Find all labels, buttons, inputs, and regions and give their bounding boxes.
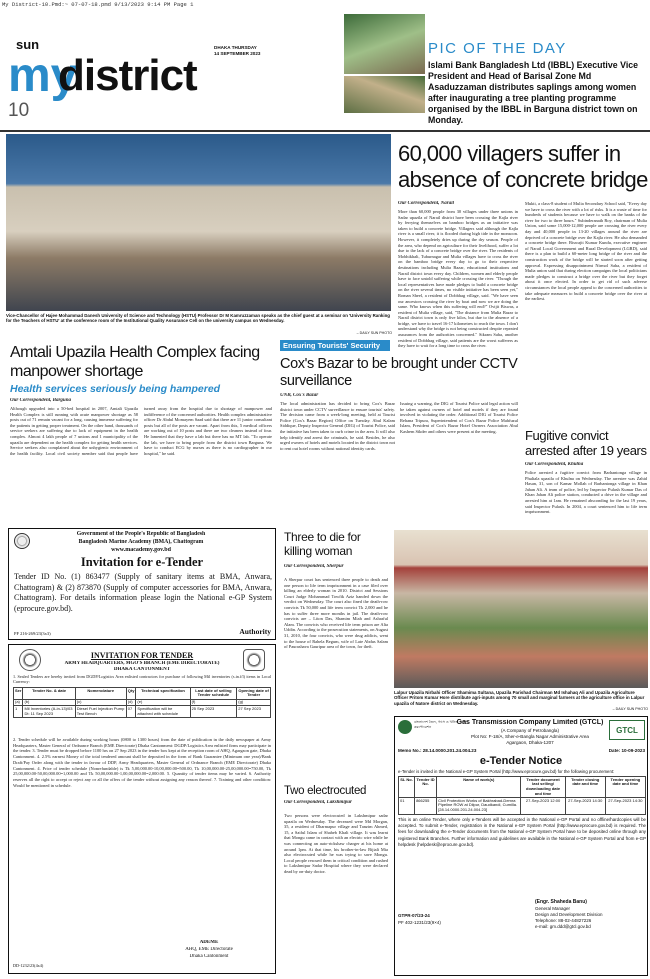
table-row xyxy=(399,798,646,814)
gtcl-td: Civil Protection Works of Bakhrabad-Demra Pipeline ROW at Dilpur, Daudkandi, Cumilla. [28.14.0000.201.24.004.23] xyxy=(437,798,521,814)
army-table-subheader xyxy=(14,699,271,706)
gtcl-signer-t2: Design and Development Division xyxy=(535,912,603,917)
gtcl-memo: Memo No.: 28.14.0000.201.24.004.23 xyxy=(398,748,477,753)
bma-ad-title: Invitation for e-Tender xyxy=(80,555,204,569)
gtcl-th: Tender ID No. xyxy=(415,777,437,798)
tourists-byline: UNB, Cox's Bazar xyxy=(280,393,319,398)
gtcl-sub: (A Company of Petrobangla) xyxy=(501,728,559,733)
gtcl-th: Tender closing date and time xyxy=(565,777,605,798)
three-die-byline: Our Correspondent, Sherpur xyxy=(284,564,344,569)
gtcl-addr-2: Agargaon, Dhaka-1207 xyxy=(506,740,554,745)
print-header: My District-10.Pmd:~ 07-07-18.pmd 9/13/2023 9:14 PM Page 1 xyxy=(2,1,194,8)
army-sign-l2: AHQ, EME Directorate xyxy=(185,947,233,952)
fugitive-byline: Our Correspondent, Khulna xyxy=(525,462,584,467)
table-row xyxy=(14,706,271,718)
army-th: Qty xyxy=(126,688,136,700)
seminar-photo xyxy=(6,134,391,311)
army-th: Last date of selling Tender schedule xyxy=(190,688,237,700)
bma-ad-l2: Bangladesh Marine Academy (BMA), Chattogram xyxy=(78,539,204,545)
gtcl-th: Tender document last selling/ downloading date and time xyxy=(521,777,565,798)
gtcl-date: Date: 10-09-2023 xyxy=(608,748,645,753)
gtcl-td: 27-Sep-2023 12:00 xyxy=(521,798,565,814)
gtcl-td: 01 xyxy=(399,798,415,814)
masthead-date-2: 14 SEPTEMBER 2023 xyxy=(214,51,261,56)
bma-ad xyxy=(8,528,276,640)
amtali-headline: Amtali Upazila Health Complex facing manpower shortage xyxy=(10,344,260,380)
army-ad-title: INVITATION FOR TENDER xyxy=(90,651,194,660)
electrocuted-body: Two persons were electrocuted in Lakshmipur sadar upazila on Wednesday. The deceased were Md Morgan, 35, a resident of Dharmapur village and Tanzim Ahmed, 15, a Saiful Islam of Shaheb Khali village. It was learnt that Mongu came in contact with an electric wire while he was connecting an auto-rickshaw charger at his home at around 1pm. At that time, his brother-in-law Bijiali Mia also electrocuted while he was trying to save Mongu. Local people rescued them in critical condition and rushed to Lakshmipur Sadar Hospital where they were declared dead by on-duty doctor. xyxy=(284,813,388,874)
army-td: (g) xyxy=(237,699,271,706)
seminar-photo-credit: – DAILY SUN PHOTO xyxy=(356,331,392,335)
agri-inputs-caption: Lalpur Upazila Nirbahi Officer Shamima Sultana, Upazila Parishad Chairman Md Ishahaq Ali and Upazila Agriculture Officer Pritom Kumar Hore distribute agri-inputs among 70 small and marginal farmers at the agriculture office in Lalpur upazila of Natore district on Wednesday. xyxy=(394,690,645,706)
army-td: (d) xyxy=(126,699,136,706)
army-th: Technical specification xyxy=(136,688,190,700)
gtcl-signer-t3: Telephone: 88-02-44827226 xyxy=(535,918,592,923)
army-ad xyxy=(8,644,276,974)
page-number: 10 xyxy=(8,100,30,121)
bma-ad-body: Tender ID No. (1) 863477 (Supply of sanitary items at BMA, Anwara, Chattogram) & (2) 873870 (Supply of computer accessories for BMA, Anwara, Chattogram). For details information please login the National e-GP System (eprocure.gov.bd). xyxy=(14,572,272,613)
fugitive-body: Police arrested a fugitive convict from Barhantonga village in Phultala upazila of Khulna on Wednesday. The arrestee was Zahid Hasan, 31, son of Kamar Mollah of Barhantonga village in Khan Jahan Ali. A team of police, led by Inspector Pulash Kumar Das of Khan Jahan Ali police station, conducted a drive in the village and arrested him at 1am. He remained absconding for the last 19 years, said Inspector Pulash. In 2004, a court sentenced him to life term imprisonment. xyxy=(525,470,647,515)
masthead-my: my xyxy=(8,50,78,102)
bma-ad-ref: PF 216-269/23(3x3) xyxy=(14,631,51,636)
army-th: Nomenclature xyxy=(75,688,126,700)
bangladesh-emblem-icon xyxy=(14,533,30,549)
army-td: (e) xyxy=(136,699,190,706)
seminar-photo-caption: Vice-Chancellor of Hajee Mohammad Danesh University of Science and Technology (HSTU) Professor Dr M Kamruzzaman speaks as the chief guest at a seminar on 'University Ranking for the Teachers of HSTU' at the conference room of the Institutional Quality Assurance Cell on the university campus on Wednesday. xyxy=(6,313,390,324)
pic-of-day-photo xyxy=(344,14,425,74)
bma-ad-l3: www.macademy.gov.bd xyxy=(111,547,171,553)
villagers-col-1: More than 60,000 people from 30 villages under three unions in Sadar upazila of Narail district have been crossing the Kajla river by ferrying themselves on bamboo bridges as an initiative was taken to build a concrete bridge. Villagers said although the Kajla river is a small river, it is flooded during high tide in the monsoon. However, it completely dries up during the dry season. People of the area, who depend on agriculture for their livelihood, suffer a lot due to the lack of a concrete bridge over the river. The residents of Mobhikhali, Tuburnagar and Mulia villages have to cross the river on the bamboo bridge every day to go to their respective destinations including Mulia Bazar, educational institutions and Narail district town every day. Children, women and elderly people have to face untold suffering while crossing the river. "Though the local representatives have made pledges to build a concrete bridge on the river several times, no visible initiative has been seen yet," Roman Sheel, a resident of Dobbhag village, said. "We have seen our ancestors crossing the river by boat and now we are doing the same. Who knows when this suffering will end?" Ovijit Biswas, a resident of Mulia village, said, "The distance from Mulia Bazar to Narail district town is only five kilos, but due to the absence of a bridge, we have to travel 16-17 kilometres to reach the town. I don't understand why the bridge is not being constructed despite repeated assurances from the authorities concerned." Sikram Saha, another resident of Dobbhag village, said patients are the worst sufferers as they have to wait for a long time to cross the river. xyxy=(398,209,518,349)
gtcl-td: 27-Sep-2023 14:30 xyxy=(605,798,645,814)
agri-inputs-photo xyxy=(394,530,648,688)
army-ad-l2: DHAKA CANTONMENT xyxy=(113,667,171,672)
gtcl-ref-1: GTPR-07/23-24 xyxy=(398,913,430,918)
gtcl-company: Gas Transmission Company Limited (GTCL) xyxy=(456,719,604,726)
gtcl-td: 27-Sep-2023 14:30 xyxy=(565,798,605,814)
army-td: 25 Sep 2023 xyxy=(190,706,237,718)
amtali-subhead: Health services seriously being hampered xyxy=(10,383,221,395)
pic-of-day-photo-2 xyxy=(344,76,425,113)
gtcl-addr-1: Plot No: F-18/A, Sher-e-Bangla Nagar Administrative Area xyxy=(471,734,589,739)
tourists-col-2: Issuing a warning, the DIG of Tourist Police said legal action will be taken against owners of hotel and motels if they are found involved in violating the order. Additional DIG of Tourist Police Rehana Tripura, Superintendent of Cox's Bazar Police Mahfuzul Islam, President of Cox's Bazar Hotel Owners Association Abul Kashem Sikder and others were present at the meeting. xyxy=(400,401,518,434)
army-td: 27 Sep 2023 xyxy=(237,706,271,718)
army-ad-l1: ARMY HEADQUARTERS, MGO'S BRANCH (EME DIRECTORATE) xyxy=(64,661,220,666)
masthead-date-1: DHAKA THURSDAY xyxy=(214,45,257,50)
tourists-kicker: Ensuring Tourists' Security xyxy=(280,340,390,351)
army-td: Specification will be attached with schedule xyxy=(136,706,190,718)
gtcl-logo: GTCL xyxy=(609,720,645,740)
army-table-header xyxy=(14,688,271,700)
electrocuted-byline: Our Correspondent, Lakshmipur xyxy=(284,800,352,805)
army-td: Mil Inventories (A-in-13)/03 Dt: 11 Sep 2023 xyxy=(23,706,75,718)
gtcl-intro: e-Tender is invited in the National e-GP System Portal (http://www.eprocure.gov.bd) for the following procurement: xyxy=(398,769,615,774)
army-ad-notes: 2. Tender schedule will be available during working hours (0800 to 1300 hours) from the date of publication in the daily newspaper at Army Headquarters, Master General of Ordnance Branch (EME Directorate) Dhaka Cantonment: DGDP/Logistics Area enlisted firms may participate in the tender. 3. Tender must be dropped before 1100 hrs on 27 Sep 2023 in the tender box kept at the reception room of AHQ, Agargaon gate, Dhaka Cantonment. 4. 2.5% earnest Money of the total tendered amount shall be deposited in the form of Bank Guarantee (Minimum one year)/Bank Draft/Pay Order along with the tender in favour of DDP, Army Headquarters, Master General of Ordnance Branch (EME Directorate) Dhaka Cantonment. 4. Price of tender schedule (Nonrefundable) is Tk 5,00,000.00-10,00,000.00=500.00, Tk 10,00,000.00-25,00,000.00=750.00, Tk 25,00,000.00-50,00,000.00=1,000.00 and Tk 50,00,000.00-1,00,00,000.00=2,000.00. 5. Quantity of tender items may be varied. 6. Authority reserves all the right to accept or reject any or all the offers of the tender without assigning any reason thereof. 7. Training and other condition: Would be mentioned in schedule. xyxy=(13,737,271,788)
army-td: (f) xyxy=(190,699,237,706)
masthead-sun: sun xyxy=(16,37,40,52)
amtali-byline: Our Correspondent, Barguna xyxy=(10,398,71,403)
petrobangla-logo-icon xyxy=(398,720,412,734)
gtcl-table-header xyxy=(399,777,646,798)
gtcl-signer-t1: General Manager xyxy=(535,906,571,911)
three-die-body: A Sherpur court has sentenced three people to death and one person to life term imprisonment in a case filed over killing an elderly woman in 2010. District and Sessions Court Judge Mohammad Towfik Aziz handed down the verdict on Wednesday. The court also fined the death-row convicts Tk 50,000 and life term convict Tk 2,000 and he has to suffer three more months in jail. The death-row convicts are – Liton Das, Shamim Miah and Ashraful Alam. The convicts who received life term prison are Alta Uddin. According to the prosecution statements, on August 31, 2010, the four convicts, who were drug addicts, went to the house of Rahela Begum, wife of Late Abdus Salam of Paurashava Gauripur area of the town, for theft. xyxy=(284,577,388,650)
electrocuted-headline: Two electrocuted xyxy=(284,785,367,797)
gtcl-signer-t4: e-mail: gm.ddd@gtcl.gov.bd xyxy=(535,924,591,929)
bma-ad-l1: Government of the People's Republic of Bangladesh xyxy=(76,531,206,537)
gtcl-th: SL No. xyxy=(399,777,415,798)
pic-of-day-heading: PIC OF THE DAY xyxy=(428,40,567,57)
villagers-byline: Our Correspondent, Narail xyxy=(398,201,454,206)
army-td: Diesel Fuel Injection Pump Test Bench xyxy=(76,705,125,716)
fugitive-headline: Fugitive convict arrested after 19 years xyxy=(525,428,647,458)
villagers-headline: 60,000 villagers suffer in absence of concrete bridge xyxy=(398,141,648,192)
army-td: (a) xyxy=(14,699,23,706)
army-ad-intro: 1. Sealed Tenders are hereby invited from DGDP/Logistics Area enlisted contractors for purchase of following Mil inventories (s.in.f/l) items in Local Currency: xyxy=(13,674,271,684)
army-th: Tender No. & date xyxy=(23,688,75,700)
army-td: 1 xyxy=(14,706,23,718)
army-ad-ref: DD-1232/23(4x4) xyxy=(13,963,44,968)
army-td: (b) xyxy=(23,699,75,706)
pic-of-day-caption: Islami Bank Bangladesh Ltd (IBBL) Executive Vice President and Head of Barisal Zone Md Asaduzzaman distributes saplings among women after inaugurating a tree planting programme organised by the IBBL in Barguna district town on Monday. xyxy=(428,60,639,125)
army-tender-table xyxy=(13,687,271,718)
army-th: Opening date of Tender xyxy=(238,687,269,698)
gtcl-td: 866255 xyxy=(415,798,437,814)
army-sign-l3: Dhaka Cantonment xyxy=(189,954,229,959)
gtcl-notes: This is an online Tender, where only e-Tenders will be accepted in the National e-GP Portal and no offline/hardcopies will be accepted. To submit e-Tender, registration in the National e-GP System Portal (http://www.eprocure.gov.bd) is required. The fees for downloading the e-Tender documents from the National e-GP System Portal have to be deposited online through any registered Bank Branches. Further information and guidelines are available in the National e-GP System Portal and from e-GP helpdesk (helpdesk@eprocure.gov.bd). xyxy=(398,817,646,847)
army-td: 07 xyxy=(126,706,136,718)
gtcl-signer: (Engr. Shaheda Banu) xyxy=(535,899,587,905)
amtali-body: Although upgraded into a 50-bed hospital in 2007, Amtali Upazila Health Complex is still running with acute manpower shortage as 58 posts out of 71 remain vacant for a long, causing immense suffering for the patients in getting proper treatment. On the other hand, thousands of service seekers are suffering due to lack of equipment in the health complex. Almost 4 lakh people of 7 unions and 1 municipality of the upazila are dependent on the health complex for getting health services. Service seekers also complained about the unhygienic environment of the health facility. Local civil society member said that people have turned away from the hospital due to shortage of manpower and indifference of the concerned authorities. Health complex administrative officer Dr Abdul Momayem Saad said that there are 11 junior consultant posts but all of the posts are vacant. Apart from this, 5 medical officers are working out of 10 posts and there are two cleaners instead of four. He lamented that they have a lab but there has no MT lab. "To operate the lab, we have to bring people from the district town Barguna. We have to conduct ECG by nurses as there is no cardiographer in our hospital," he said. xyxy=(10,406,272,456)
gtcl-title: e-Tender Notice xyxy=(479,755,563,767)
tourists-col-1: The local administration has decided to bring Cox's Bazar district town under CCTV surveillance to ensure tourists' safety. The decision came from a week-long meeting, held at Tourist Police (Cox's Bazar Region) Office on Tuesday. Abul Kalam Siddique, Deputy Inspector General (DIG) of Tourist Police, said the initiative has been taken to curb crime in the area. It will also help identify and arrest the criminals, he said. Besides, he also urged owners of hotels and motels located in the district town not to rent out hotel rooms without national identity cards. xyxy=(280,401,395,451)
gtcl-th: Name of work(s) xyxy=(437,777,521,798)
three-die-headline: Three to die for killing woman xyxy=(284,530,361,558)
gtcl-tender-table xyxy=(398,776,646,815)
army-th: Ser xyxy=(14,688,23,700)
gtcl-bn-left: বাংলাদেশ তৈল, গ্যাস ও খনিজ সম্পদ করপোরেশন xyxy=(414,720,469,729)
gtcl-ad xyxy=(394,716,648,976)
army-td: (c) xyxy=(75,699,126,706)
agri-inputs-credit: – DAILY SUN PHOTO xyxy=(612,707,648,711)
army-sign-title: ADEME xyxy=(199,940,219,945)
bma-ad-sign: Authority xyxy=(239,627,271,636)
villagers-col-2: Mukti, a class-8 student of Mulia Secondary School said, "Every day we have to cross the river with a lot of risks. It is a waste of time for hundreds of students because we have to walk on the banks of the river for two to three hours." Subinderanath Roy, chairman of Mulia Union, said some 15,000-12,000 people are crossing the river every day and 40,000 people in 13-20 villages around the river are deprived of a concrete bridge over the Kajla river. He also demanded a concrete bridge there. Biswajit Kumar Kundu, executive engineer of Narail Local Government and Rural Development (LGRD), said there is a plan to build a 60-meter long bridge of the river and the construction work of the bridge will be started soon after getting approval. Expressing disappointment Nirmol Saha, a resident of Mulia union said that during election campaigns the local politicians made pledges to construct a bridge over the river but they forget about it once elected. In order to get rid of such adverse circumstances the local people appeal to the concerned authorities to take adequate measures to build a concrete bridge over the river at the earliest. xyxy=(525,201,647,302)
masthead-district: district xyxy=(58,51,197,100)
tourists-headline: Cox's Bazar to be brought under CCTV surveillance xyxy=(280,356,518,389)
gtcl-th: Tender opening date and time xyxy=(605,777,645,798)
masthead-rule xyxy=(0,130,650,132)
gtcl-ref-2: PF 402-1231/23(9×4) xyxy=(398,920,441,925)
